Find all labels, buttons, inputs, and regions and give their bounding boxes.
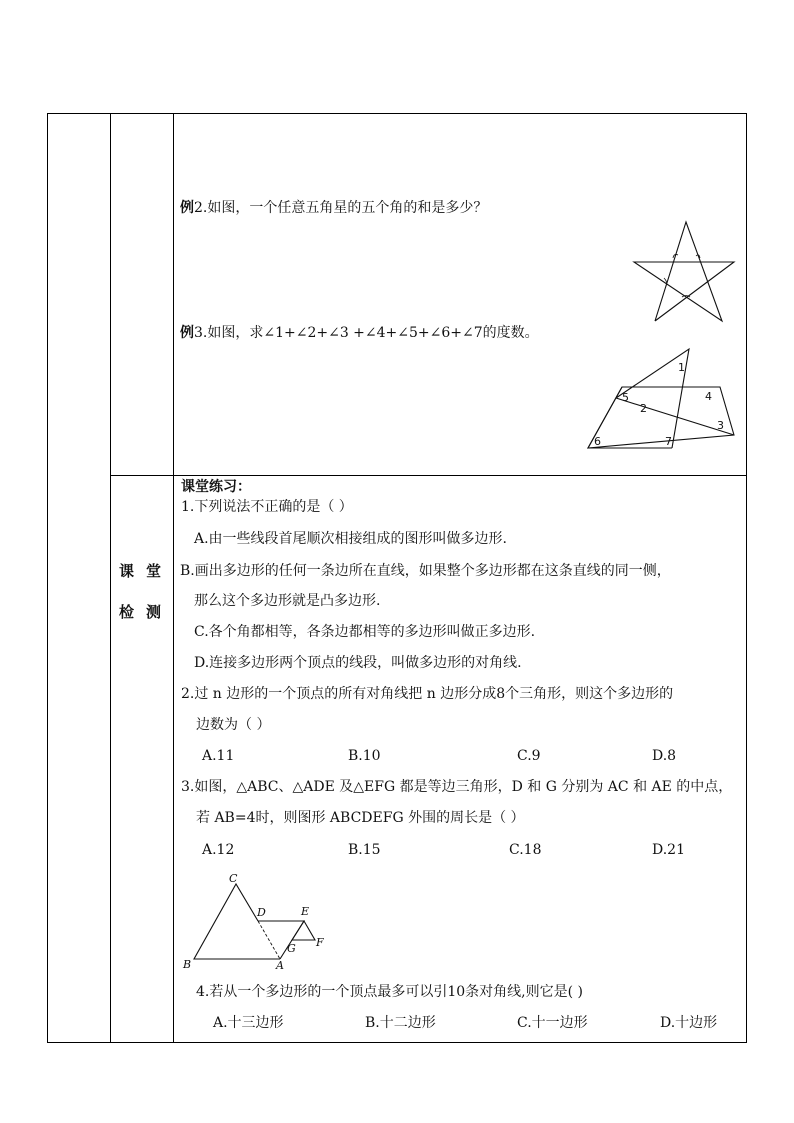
q3-option-d: D.21	[652, 842, 685, 858]
table-left-border	[47, 113, 48, 1043]
example2-prefix: 例	[180, 200, 194, 216]
triangles-figure	[180, 870, 330, 970]
table-bottom-border	[47, 1042, 747, 1043]
angle-label-3: 3	[717, 419, 724, 432]
q1-option-d: D.连接多边形两个顶点的线段，叫做多边形的对角线.	[194, 655, 522, 671]
angle-label-4: 4	[705, 390, 712, 403]
q4-stem: 4.若从一个多边形的一个顶点最多可以引10条对角线,则它是( )	[196, 984, 583, 1000]
q3-stem-line1: 3.如图，△ABC、△ADE 及△EFG 都是等边三角形，D 和 G 分别为 AC 和 AE 的中点，	[181, 779, 733, 795]
example2-body: 2.如图，一个任意五角星的五个角的和是多少？	[194, 200, 488, 216]
q3-stem-line2: 若 AB=4时，则图形 ABCDEFG 外围的周长是（ ）	[196, 810, 525, 826]
vertex-label-e: E	[301, 905, 310, 918]
table-top-border	[47, 113, 747, 114]
vertex-label-f: F	[316, 936, 324, 949]
practice-heading: 课堂练习：	[181, 479, 251, 495]
q1-option-b-line2: 那么这个多边形就是凸多边形.	[194, 593, 381, 609]
vertex-label-d: D	[257, 906, 266, 919]
table-col1-border	[110, 113, 111, 1043]
q2-option-c: C.9	[517, 748, 541, 764]
angle-label-2: 2	[640, 402, 647, 415]
vertex-label-c: C	[229, 872, 238, 885]
q1-option-a: A.由一些线段首尾顺次相接组成的图形叫做多边形.	[194, 531, 508, 547]
table-col2-border	[173, 113, 174, 1043]
q4-option-b: B.十二边形	[365, 1015, 436, 1031]
q4-option-d: D.十边形	[660, 1015, 718, 1031]
q1-option-b-line1: B.画出多边形的任何一条边所在直线，如果整个多边形都在这条直线的同一侧，	[180, 563, 671, 579]
angle-label-7: 7	[665, 435, 672, 448]
example3-text	[180, 324, 539, 342]
q2-stem-line2: 边数为（ ）	[196, 717, 271, 733]
table-right-border	[746, 113, 747, 1043]
example3-body: 3.如图，求∠1+∠2+∠3 +∠4+∠5+∠6+∠7的度数。	[194, 325, 539, 341]
section-label-line1: 课堂	[119, 562, 174, 580]
example3-prefix: 例	[180, 325, 194, 341]
angles-figure	[582, 346, 742, 451]
angle-label-1: 1	[678, 361, 685, 374]
example2-text	[180, 199, 487, 217]
q1-option-c: C.各个角都相等，各条边都相等的多边形叫做正多边形.	[194, 624, 536, 640]
q3-option-a: A.12	[202, 842, 235, 858]
vertex-label-b: B	[183, 958, 192, 971]
section-label-line2: 检测	[119, 603, 174, 621]
table-row-divider	[110, 475, 747, 476]
q2-option-a: A.11	[202, 748, 235, 764]
angle-label-5: 5	[622, 391, 629, 404]
q3-option-b: B.15	[348, 842, 381, 858]
q2-stem-line1: 2.过 n 边形的一个顶点的所有对角线把 n 边形分成8个三角形，则这个多边形的	[181, 686, 674, 702]
q4-option-a: A.十三边形	[213, 1015, 284, 1031]
vertex-label-g: G	[287, 942, 296, 955]
pentagram-figure	[630, 220, 740, 325]
q1-stem: 1.下列说法不正确的是（ ）	[181, 499, 353, 515]
angle-label-6: 6	[594, 435, 601, 448]
q2-option-b: B.10	[348, 748, 381, 764]
q2-option-d: D.8	[652, 748, 677, 764]
q3-option-c: C.18	[509, 842, 542, 858]
q4-option-c: C.十一边形	[517, 1015, 588, 1031]
vertex-label-a: A	[276, 959, 284, 972]
